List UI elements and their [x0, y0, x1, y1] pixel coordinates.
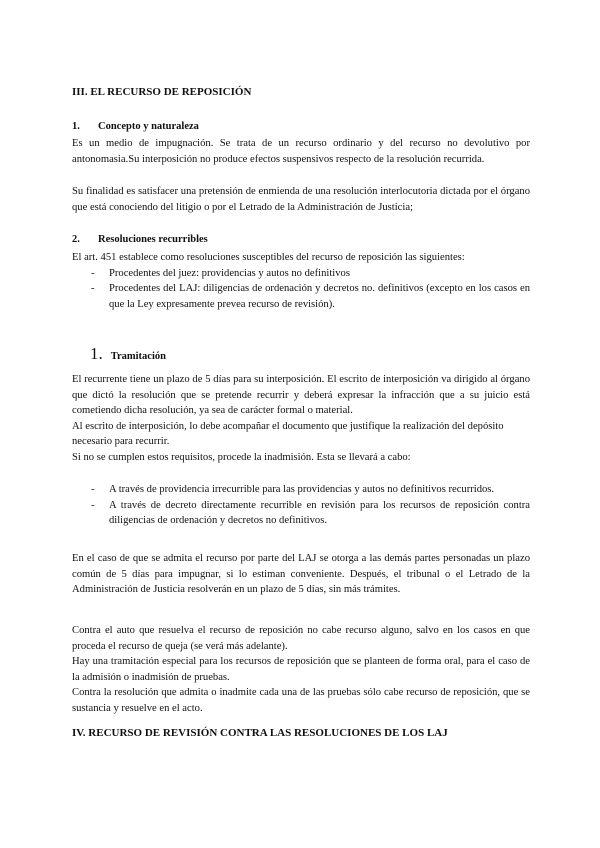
inadmision-list: [72, 482, 530, 529]
paragraph-tramitacion-1: El recurrente tiene un plazo de 5 días para su interposición. El escrito de interposición va dirigido al órgano que dictó la resolución que se pretende recurrir y deberá expresar la infracción que a su juicio está cometiendo dicha resolución, ya sea de carácter formal o material.: [72, 374, 530, 416]
list-item: - A través de decreto directamente recurrible en revisión para los recursos de reposición contra diligencias de ordenación y decretos no definitivos.: [91, 499, 530, 526]
resoluciones-block: [72, 250, 530, 312]
inadmision-list-block: [72, 482, 530, 529]
section-3-title: III. EL RECURSO DE REPOSICIÓN: [72, 86, 252, 98]
subsection-number: 1.: [72, 121, 80, 132]
tramitacion-block: [72, 372, 530, 465]
subsection-number: 1.: [90, 344, 103, 363]
list-item: - A través de providencia irrecurrible para las providencias y autos no definitivos recurridos.: [91, 484, 495, 495]
subsection-tramitacion-heading: [90, 344, 166, 364]
paragraph-resoluciones-intro: El art. 451 establece como resoluciones susceptibles del recurso de reposición las siguientes:: [72, 252, 465, 263]
tramitacion-final-block: [72, 623, 530, 716]
paragraph-concepto-2: Su finalidad es satisfacer una pretensión de enmienda de una resolución interlocutoria dictada por el órgano que está conociendo del litigio o por el Letrado de la Administración de Justicia;: [72, 186, 530, 213]
subsection-title: Concepto y naturaleza: [98, 121, 199, 132]
paragraph-tramitacion-7: Contra la resolución que admita o inadmite cada una de las pruebas sólo cabe recurso de reposición, que se sustancia y resuelve en el acto.: [72, 687, 530, 714]
section-4-title: IV. RECURSO DE REVISIÓN CONTRA LAS RESOLUCIONES DE LOS LAJ: [72, 727, 448, 739]
paragraph-tramitacion-3: Si no se cumplen estos requisitos, procede la inadmisión. Esta se llevará a cabo:: [72, 451, 411, 463]
subsection-title: Resoluciones recurribles: [98, 234, 208, 245]
subsection-resoluciones-heading: [72, 234, 208, 245]
subsection-concepto-heading: [72, 121, 199, 132]
subsection-number: 2.: [72, 234, 80, 245]
paragraph-tramitacion-6: Hay una tramitación especial para los recursos de reposición que se planteen de forma oral, para el caso de la admisión o inadmisión de pruebas.: [72, 656, 530, 683]
list-item: - Procedentes del LAJ: diligencias de ordenación y decretos no. definitivos (excepto en los casos en que la Ley expresamente prevea recurso de revisión).: [91, 283, 530, 310]
resoluciones-list: [72, 266, 530, 313]
paragraph-concepto-1: Es un medio de impugnación. Se trata de un recurso ordinario y del recurso no devolutivo por antonomasia.Su interposición no produce efectos suspensivos respecto de la resolución recurrida.: [72, 138, 530, 165]
list-item: - Procedentes del juez: providencias y autos no definitivos: [91, 267, 350, 279]
subsection-title: Tramitación: [110, 351, 166, 362]
paragraph-tramitacion-2: Al escrito de interposición, lo debe acompañar el documento que justifique la realización del depósito necesario para recurrir.: [72, 420, 504, 447]
paragraph-tramitacion-5: Contra el auto que resuelva el recurso de reposición no cabe recurso alguno, salvo en los casos en que proceda el recurso de queja (se verá más adelante).: [72, 625, 530, 652]
paragraph-tramitacion-4: En el caso de que se admita el recurso por parte del LAJ se otorga a las demás partes personadas un plazo común de 5 días para impugnar, si lo estiman conveniente. Después, el tribunal o el Letrado de la Administración de Justicia resolverán en un plazo de 5 días, sin más trámites.: [72, 553, 530, 595]
